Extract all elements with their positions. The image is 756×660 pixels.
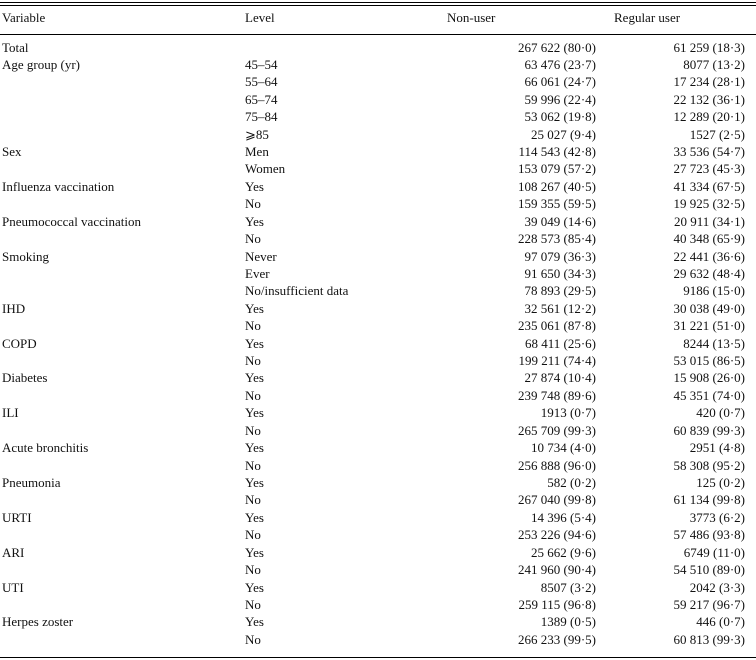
cell-level: Yes bbox=[245, 178, 264, 194]
cell-non-user: 582 (0·2) bbox=[547, 475, 596, 490]
cell-regular-user: 54 510 (89·0) bbox=[673, 562, 745, 578]
cell-regular-user: 40 348 (65·9) bbox=[673, 231, 745, 247]
cell-variable: UTI bbox=[2, 579, 24, 595]
cell-non-user: 39 049 (14·6) bbox=[524, 213, 596, 229]
cell-regular-user: 61 134 (99·8) bbox=[673, 492, 745, 508]
cell-regular-user: 8244 (13·5) bbox=[683, 335, 745, 351]
cell-level: No/insufficient data bbox=[245, 283, 349, 299]
cell-regular-user: 57 486 (93·8) bbox=[673, 527, 745, 543]
cell-variable: Age group (yr) bbox=[2, 56, 80, 72]
cell-level: Yes bbox=[245, 405, 264, 421]
cell-non-user: 267 622 (80·0) bbox=[518, 39, 596, 55]
table-row bbox=[0, 213, 756, 230]
cell-level: Yes bbox=[245, 440, 264, 456]
cell-non-user: 159 355 (59·5) bbox=[518, 196, 596, 212]
cell-non-user: 8507 (3·2) bbox=[540, 579, 596, 595]
table-row bbox=[0, 404, 756, 421]
cell-regular-user: 61 259 (18·3) bbox=[673, 39, 745, 55]
cell-regular-user: 60 839 (99·3) bbox=[673, 422, 745, 438]
cell-level: Never bbox=[245, 248, 277, 264]
header-variable: Variable bbox=[2, 10, 46, 25]
table-row bbox=[0, 369, 756, 386]
cell-variable: COPD bbox=[2, 335, 37, 351]
cell-level: No bbox=[245, 231, 261, 247]
cell-regular-user: 15 908 (26·0) bbox=[673, 370, 745, 386]
cell-non-user: 108 267 (40·5) bbox=[518, 178, 596, 194]
cell-variable: IHD bbox=[2, 300, 26, 316]
cell-variable: Influenza vaccination bbox=[2, 178, 115, 194]
table-row bbox=[0, 56, 756, 73]
cell-level: No bbox=[245, 492, 261, 508]
cell-variable: Smoking bbox=[2, 248, 49, 264]
cell-level: Yes bbox=[245, 213, 264, 229]
table-header-row bbox=[0, 9, 756, 27]
cell-regular-user: 8077 (13·2) bbox=[683, 56, 745, 72]
cell-regular-user: 45 351 (74·0) bbox=[673, 387, 745, 403]
cell-non-user: 78 893 (29·5) bbox=[524, 283, 596, 299]
cell-regular-user: 22 441 (36·6) bbox=[673, 248, 745, 264]
table-row bbox=[0, 352, 756, 369]
cell-non-user: 239 748 (89·6) bbox=[518, 387, 596, 403]
cell-non-user: 265 709 (99·3) bbox=[518, 422, 596, 438]
cell-regular-user: 22 132 (36·1) bbox=[673, 91, 745, 107]
cell-variable: URTI bbox=[2, 509, 32, 525]
table-row bbox=[0, 613, 756, 630]
table-row bbox=[0, 230, 756, 247]
cell-non-user: 253 226 (94·6) bbox=[518, 527, 596, 543]
cell-non-user: 91 650 (34·3) bbox=[524, 265, 596, 281]
cell-regular-user: 20 911 (34·1) bbox=[673, 213, 745, 229]
cell-regular-user: 31 221 (51·0) bbox=[673, 318, 745, 334]
cell-variable: Pneumonia bbox=[2, 475, 61, 490]
table-row bbox=[0, 317, 756, 334]
cell-regular-user: 2951 (4·8) bbox=[689, 440, 745, 456]
cell-non-user: 266 233 (99·5) bbox=[518, 631, 596, 647]
cell-level: No bbox=[245, 631, 261, 647]
cell-level: No bbox=[245, 596, 261, 612]
table-row bbox=[0, 439, 756, 456]
cell-level: Yes bbox=[245, 370, 264, 386]
cell-level: Yes bbox=[245, 579, 264, 595]
cell-non-user: 14 396 (5·4) bbox=[531, 509, 596, 525]
top-rule bbox=[0, 2, 756, 3]
table-row bbox=[0, 160, 756, 177]
table-row bbox=[0, 282, 756, 299]
table-row bbox=[0, 544, 756, 561]
header-rule bbox=[0, 34, 756, 35]
cell-level: No bbox=[245, 422, 261, 438]
table-row bbox=[0, 491, 756, 508]
table-row bbox=[0, 335, 756, 352]
table-row bbox=[0, 195, 756, 212]
cell-regular-user: 9186 (15·0) bbox=[683, 283, 745, 299]
cell-non-user: 259 115 (96·8) bbox=[518, 596, 596, 612]
cell-non-user: 1913 (0·7) bbox=[540, 405, 596, 421]
cell-level: ⩾85 bbox=[245, 126, 269, 142]
cell-regular-user: 6749 (11·0) bbox=[683, 544, 745, 560]
cell-non-user: 27 874 (10·4) bbox=[524, 370, 596, 386]
cell-level: No bbox=[245, 318, 261, 334]
table-row bbox=[0, 579, 756, 596]
cell-variable: Herpes zoster bbox=[2, 614, 74, 630]
cell-regular-user: 58 308 (95·2) bbox=[673, 457, 745, 473]
cell-variable: ARI bbox=[2, 544, 25, 560]
cell-variable: ILI bbox=[2, 405, 19, 421]
cell-level: Women bbox=[245, 161, 286, 177]
table-row bbox=[0, 526, 756, 543]
cell-level: Yes bbox=[245, 475, 264, 490]
table-row bbox=[0, 474, 756, 491]
cell-regular-user: 125 (0·2) bbox=[696, 475, 745, 490]
cell-level: 45–54 bbox=[245, 56, 278, 72]
cell-level: Yes bbox=[245, 300, 264, 316]
cell-non-user: 235 061 (87·8) bbox=[518, 318, 596, 334]
cell-variable: Sex bbox=[2, 144, 22, 160]
cell-non-user: 63 476 (23·7) bbox=[524, 56, 596, 72]
table-row bbox=[0, 143, 756, 160]
cell-regular-user: 12 289 (20·1) bbox=[673, 109, 745, 125]
cell-non-user: 153 079 (57·2) bbox=[518, 161, 596, 177]
cell-regular-user: 30 038 (49·0) bbox=[673, 300, 745, 316]
cell-non-user: 228 573 (85·4) bbox=[518, 231, 596, 247]
cell-level: Yes bbox=[245, 614, 264, 630]
cell-regular-user: 420 (0·7) bbox=[696, 405, 745, 421]
cell-non-user: 1389 (0·5) bbox=[540, 614, 596, 630]
cell-non-user: 32 561 (12·2) bbox=[524, 300, 596, 316]
table-row bbox=[0, 422, 756, 439]
cell-non-user: 241 960 (90·4) bbox=[518, 562, 596, 578]
cell-level: 55–64 bbox=[245, 74, 278, 90]
table-row bbox=[0, 39, 756, 56]
cell-non-user: 66 061 (24·7) bbox=[524, 74, 596, 90]
cell-level: No bbox=[245, 353, 261, 369]
cell-level: No bbox=[245, 196, 261, 212]
cell-level: No bbox=[245, 387, 261, 403]
cell-non-user: 53 062 (19·8) bbox=[524, 109, 596, 125]
cell-regular-user: 29 632 (48·4) bbox=[673, 265, 745, 281]
table-row bbox=[0, 387, 756, 404]
cell-variable: Acute bronchitis bbox=[2, 440, 89, 456]
table-row bbox=[0, 457, 756, 474]
cell-level: Men bbox=[245, 144, 269, 160]
cell-regular-user: 27 723 (45·3) bbox=[673, 161, 745, 177]
table-row bbox=[0, 108, 756, 125]
cell-level: Ever bbox=[245, 265, 270, 281]
cell-non-user: 25 027 (9·4) bbox=[531, 126, 596, 142]
table-row bbox=[0, 91, 756, 108]
cell-non-user: 199 211 (74·4) bbox=[518, 353, 596, 369]
cell-level: 65–74 bbox=[245, 91, 278, 107]
cell-regular-user: 1527 (2·5) bbox=[689, 126, 745, 142]
cell-level: Yes bbox=[245, 335, 264, 351]
cell-non-user: 256 888 (96·0) bbox=[518, 457, 596, 473]
cell-variable: Pneumococcal vaccination bbox=[2, 213, 141, 229]
table-row bbox=[0, 300, 756, 317]
table-row bbox=[0, 248, 756, 265]
cell-regular-user: 446 (0·7) bbox=[696, 614, 745, 630]
cell-non-user: 68 411 (25·6) bbox=[524, 335, 596, 351]
cell-variable: Total bbox=[2, 39, 29, 55]
table-row bbox=[0, 126, 756, 143]
cell-level: No bbox=[245, 562, 261, 578]
table-row bbox=[0, 178, 756, 195]
cell-non-user: 25 662 (9·6) bbox=[531, 544, 596, 560]
cell-regular-user: 53 015 (86·5) bbox=[673, 353, 745, 369]
cell-regular-user: 33 536 (54·7) bbox=[673, 144, 745, 160]
cell-variable: Diabetes bbox=[2, 370, 48, 386]
table-row bbox=[0, 631, 756, 648]
table-row bbox=[0, 596, 756, 613]
cell-regular-user: 19 925 (32·5) bbox=[673, 196, 745, 212]
bottom-rule bbox=[0, 657, 756, 658]
table-row bbox=[0, 561, 756, 578]
cell-non-user: 97 079 (36·3) bbox=[524, 248, 596, 264]
cell-level: 75–84 bbox=[245, 109, 278, 125]
cell-level: Yes bbox=[245, 544, 264, 560]
cell-regular-user: 60 813 (99·3) bbox=[673, 631, 745, 647]
cell-regular-user: 2042 (3·3) bbox=[689, 579, 745, 595]
cell-non-user: 114 543 (42·8) bbox=[518, 144, 596, 160]
table-row bbox=[0, 265, 756, 282]
cell-level: Yes bbox=[245, 509, 264, 525]
cell-regular-user: 3773 (6·2) bbox=[689, 509, 745, 525]
top-rule-double bbox=[0, 5, 756, 6]
cell-regular-user: 17 234 (28·1) bbox=[673, 74, 745, 90]
cell-regular-user: 59 217 (96·7) bbox=[673, 596, 745, 612]
header-level: Level bbox=[245, 10, 275, 25]
cell-regular-user: 41 334 (67·5) bbox=[673, 178, 745, 194]
cell-non-user: 59 996 (22·4) bbox=[524, 91, 596, 107]
cell-non-user: 10 734 (4·0) bbox=[531, 440, 596, 456]
table-row bbox=[0, 509, 756, 526]
cell-level: No bbox=[245, 527, 261, 543]
header-non-user: Non-user bbox=[447, 10, 496, 25]
header-regular-user: Regular user bbox=[614, 10, 681, 25]
cell-non-user: 267 040 (99·8) bbox=[518, 492, 596, 508]
cell-level: No bbox=[245, 457, 261, 473]
table-row bbox=[0, 73, 756, 90]
